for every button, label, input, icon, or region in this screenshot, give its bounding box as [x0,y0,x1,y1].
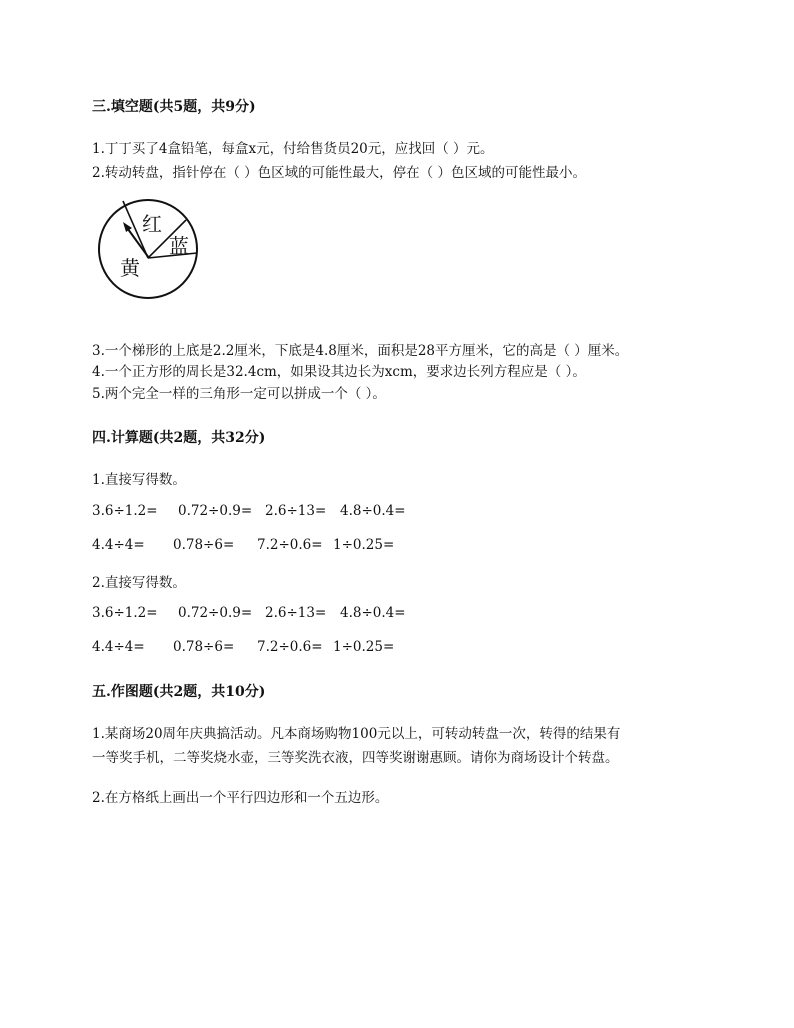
calc-item: 2.6÷13= [265,605,327,621]
calc-item: 0.78÷6= [173,537,235,553]
section3-question-3: 3.一个梯形的上底是2.2厘米，下底是4.8厘米，面积是28平方厘米，它的高是（ ）厘米。 [92,343,629,359]
section4-q1-row2 [0,537,794,557]
section4-q2-row2 [0,639,794,659]
section5-heading: 五.作图题(共2题，共10分) [92,684,266,700]
section3-question-2: 2.转动转盘，指针停在（ ）色区域的可能性最大，停在（ ）色区域的可能性最小。 [92,165,586,181]
section4-q2-title: 2.直接写得数。 [92,575,186,591]
section4-q2-row1 [0,605,794,625]
section5-question-1-line2: 一等奖手机，二等奖烧水壶，三等奖洗衣液，四等奖谢谢惠顾。请你为商场设计个转盘。 [92,750,619,766]
calc-item: 0.78÷6= [173,639,235,655]
spinner-label-red: 红 [142,212,162,236]
calc-item: 7.2÷0.6= [257,639,323,655]
section3-question-1: 1.丁丁买了4盒铅笔，每盒x元，付给售货员20元，应找回（ ）元。 [92,141,494,157]
calc-item: 4.8÷0.4= [340,503,406,519]
section3-question-4: 4.一个正方形的周长是32.4cm，如果设其边长为xcm，要求边长列方程应是（ ）。 [92,364,586,380]
calc-item: 4.8÷0.4= [340,605,406,621]
section3-question-5: 5.两个完全一样的三角形一定可以拼成一个（ ）。 [92,386,386,402]
section5-question-1-line1: 1.某商场20周年庆典搞活动。凡本商场购物100元以上，可转动转盘一次，转得的结果有 [92,726,621,742]
section5-question-2: 2.在方格纸上画出一个平行四边形和一个五边形。 [92,790,389,806]
section4-q1-row1 [0,503,794,523]
calc-item: 7.2÷0.6= [257,537,323,553]
calc-item: 4.4÷4= [92,537,145,553]
calc-item: 2.6÷13= [265,503,327,519]
spinner-diagram [96,197,200,301]
calc-item: 1÷0.25= [333,639,395,655]
calc-item: 3.6÷1.2= [92,503,158,519]
section4-q1-title: 1.直接写得数。 [92,472,186,488]
calc-item: 4.4÷4= [92,639,145,655]
spinner-label-yellow: 黄 [120,256,140,280]
calc-item: 0.72÷0.9= [178,605,253,621]
section4-heading: 四.计算题(共2题，共32分) [92,430,266,446]
calc-item: 0.72÷0.9= [178,503,253,519]
section3-heading: 三.填空题(共5题，共9分) [92,99,256,115]
spinner-label-blue: 蓝 [169,234,189,258]
calc-item: 3.6÷1.2= [92,605,158,621]
calc-item: 1÷0.25= [333,537,395,553]
